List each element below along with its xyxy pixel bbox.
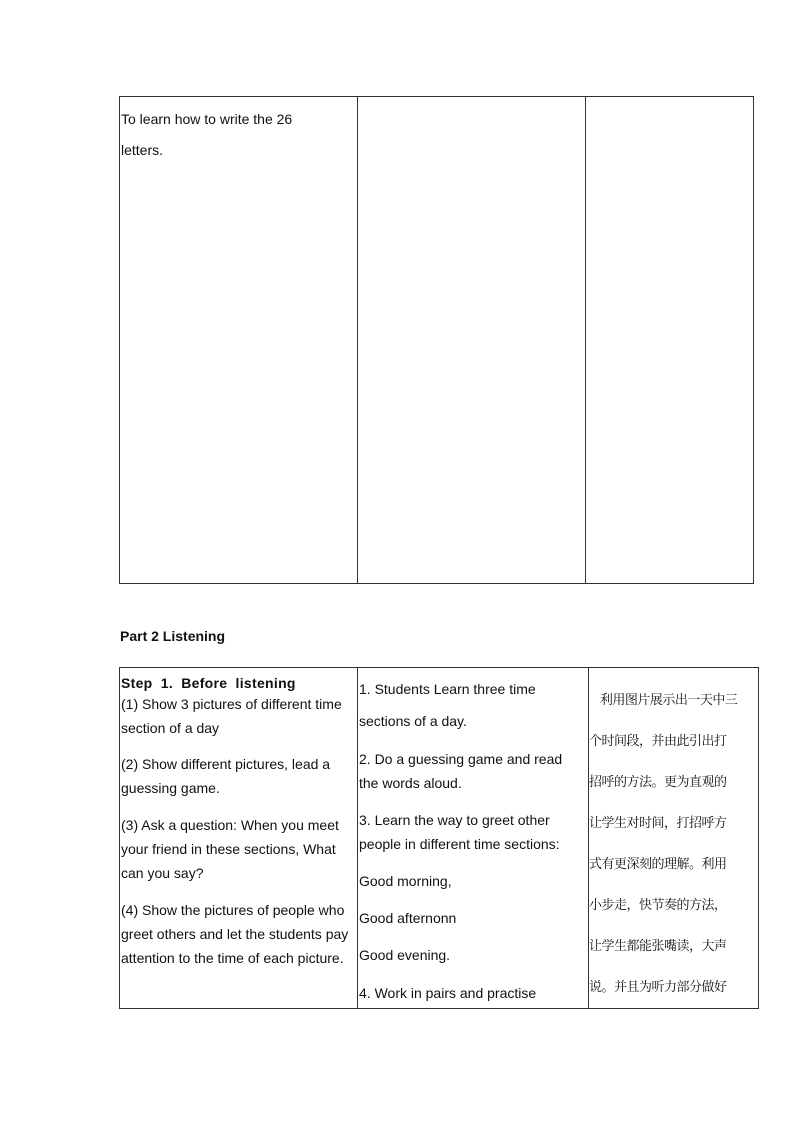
purpose-line: 个时间段，并由此引出打: [589, 734, 727, 749]
table-row: [120, 668, 759, 1009]
activity-line: 2. Do a guessing game and read: [359, 751, 563, 767]
activity-line: 4. Work in pairs and practise: [359, 985, 537, 1001]
objective-line-2: letters.: [121, 142, 164, 158]
objective-line-1: To learn how to write the 26: [121, 111, 293, 127]
purpose-line: 式有更深刻的理解。利用: [589, 857, 727, 872]
activity-line: the words aloud.: [359, 775, 462, 791]
step-item: (1) Show 3 pictures of different time section of a day: [121, 696, 342, 736]
step-item: (3) Ask a question: When you meet your friend in these sections, What can you say?: [121, 817, 339, 881]
activity-cell-empty: [358, 97, 586, 584]
purpose-line: 小步走，快节奏的方法，: [589, 898, 727, 913]
purpose-line: 利用图片展示出一天中三: [589, 693, 738, 708]
activity-line: 3. Learn the way to greet other: [359, 812, 550, 828]
table-objectives: [119, 96, 754, 584]
purpose-line: 说。并且为听力部分做好: [589, 980, 727, 995]
activity-line: people in different time sections:: [359, 836, 560, 852]
step-title: Step 1. Before listening: [121, 675, 296, 691]
activity-line: Good afternonn: [359, 910, 457, 926]
student-activity-cell: [358, 668, 589, 1009]
activity-line: sections of a day.: [359, 713, 467, 729]
table-row: [120, 97, 754, 584]
purpose-line: 让学生都能张嘴读，大声: [589, 939, 727, 954]
purpose-line: 招呼的方法。更为直观的: [589, 775, 727, 790]
activity-line: Good morning,: [359, 873, 452, 889]
activity-line: 1. Students Learn three time: [359, 681, 536, 697]
purpose-cell-empty: [586, 97, 754, 584]
step-item: (4) Show the pictures of people who greet others and let the students pay attention to the time of each picture.: [121, 902, 349, 966]
purpose-line: 让学生对时间，打招呼方: [589, 816, 727, 831]
table-listening: [119, 667, 759, 1009]
objective-cell: [120, 97, 358, 584]
step-item: (2) Show different pictures, lead a guessing game.: [121, 756, 331, 796]
activity-line: Good evening.: [359, 947, 451, 963]
section-heading: Part 2 Listening: [120, 628, 226, 644]
teacher-steps-cell: [120, 668, 358, 1009]
purpose-cell: [589, 668, 759, 1009]
